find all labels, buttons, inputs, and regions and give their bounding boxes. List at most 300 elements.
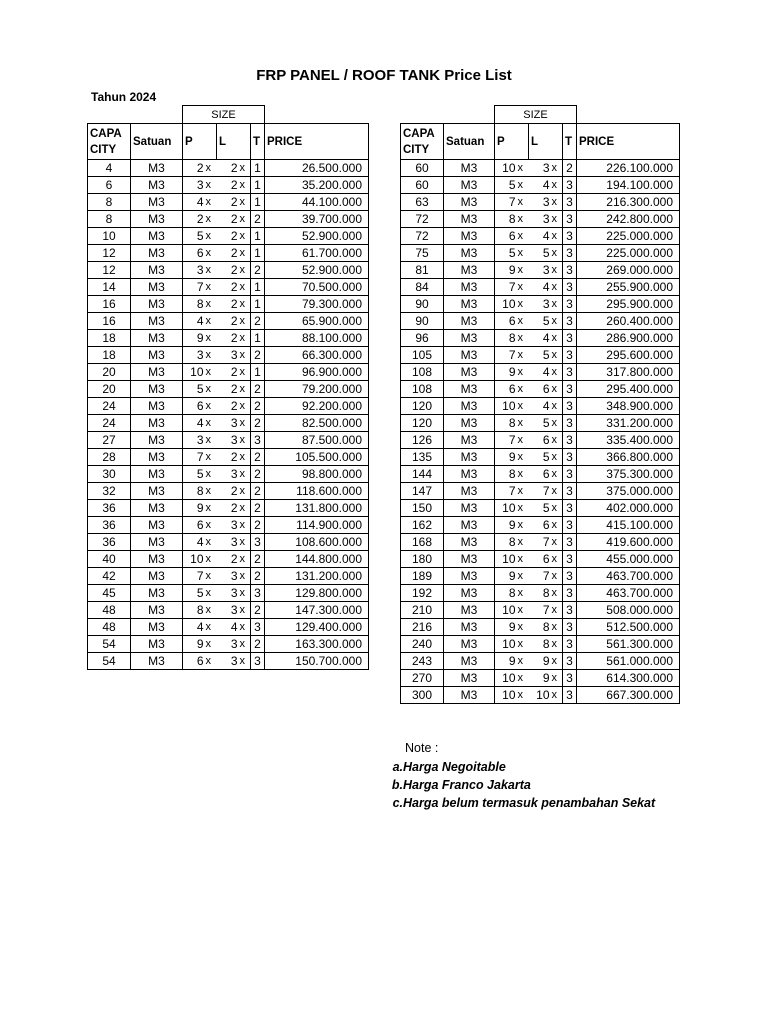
x-separator: x (517, 177, 529, 194)
x-separator: x (517, 245, 529, 262)
unit-cell: M3 (444, 500, 495, 517)
capacity-cell: 42 (88, 568, 131, 585)
price-cell: 87.500.000 (265, 432, 369, 449)
x-separator: x (205, 177, 217, 194)
price-cell: 70.500.000 (265, 279, 369, 296)
x-separator: x (239, 483, 251, 500)
x-separator: x (239, 568, 251, 585)
price-cell: 114.900.000 (265, 517, 369, 534)
x-separator: x (205, 330, 217, 347)
capacity-cell: 36 (88, 517, 131, 534)
p-cell: 9 (495, 653, 517, 670)
price-cell: 508.000.000 (577, 602, 680, 619)
table-row (401, 347, 680, 364)
unit-cell: M3 (444, 398, 495, 415)
table-row (88, 517, 369, 534)
capacity-cell: 24 (88, 398, 131, 415)
l-cell: 3 (529, 262, 551, 279)
note-letter: b. (391, 778, 403, 792)
table-row (401, 415, 680, 432)
capacity-cell: 36 (88, 500, 131, 517)
x-separator: x (551, 381, 563, 398)
t-cell: 3 (563, 619, 577, 636)
table-row (88, 636, 369, 653)
l-cell: 3 (217, 534, 239, 551)
x-separator: x (551, 364, 563, 381)
x-separator: x (205, 194, 217, 211)
price-cell: 98.800.000 (265, 466, 369, 483)
p-cell: 5 (495, 177, 517, 194)
p-cell: 4 (183, 534, 205, 551)
x-separator: x (551, 551, 563, 568)
capacity-cell: 8 (88, 194, 131, 211)
table-row (88, 177, 369, 194)
l-header: L (217, 124, 239, 160)
p-cell: 2 (183, 211, 205, 228)
capacity-cell: 8 (88, 211, 131, 228)
capacity-cell: 144 (401, 466, 444, 483)
l-cell: 3 (217, 466, 239, 483)
unit-cell: M3 (131, 262, 183, 279)
p-cell: 10 (183, 551, 205, 568)
t-cell: 1 (251, 160, 265, 177)
p-cell: 6 (495, 313, 517, 330)
capacity-cell: 270 (401, 670, 444, 687)
t-cell: 3 (563, 500, 577, 517)
p-cell: 7 (495, 279, 517, 296)
price-cell: 65.900.000 (265, 313, 369, 330)
year-label: Tahun 2024 (91, 90, 157, 104)
table-row (88, 381, 369, 398)
notes-title: Note : (405, 741, 439, 755)
x-separator: x (551, 585, 563, 602)
unit-cell: M3 (131, 211, 183, 228)
x-separator: x (205, 364, 217, 381)
l-cell: 2 (217, 211, 239, 228)
note-letter: c. (392, 796, 403, 810)
p-cell: 8 (183, 296, 205, 313)
t-cell: 2 (251, 449, 265, 466)
price-cell: 79.300.000 (265, 296, 369, 313)
capacity-cell: 45 (88, 585, 131, 602)
t-cell: 1 (251, 330, 265, 347)
table-row (401, 211, 680, 228)
p-cell: 6 (183, 653, 205, 670)
x-separator: x (205, 449, 217, 466)
x-separator: x (551, 296, 563, 313)
l-cell: 3 (529, 194, 551, 211)
t-cell: 2 (251, 262, 265, 279)
price-cell: 561.000.000 (577, 653, 680, 670)
t-cell: 3 (563, 177, 577, 194)
p-cell: 10 (495, 500, 517, 517)
unit-cell: M3 (444, 296, 495, 313)
table-row (401, 296, 680, 313)
x-separator: x (551, 211, 563, 228)
table-row (88, 653, 369, 670)
l-cell: 4 (529, 364, 551, 381)
p-cell: 9 (183, 500, 205, 517)
capacity-cell: 20 (88, 364, 131, 381)
capacity-cell: 18 (88, 347, 131, 364)
price-header: PRICE (577, 124, 680, 160)
unit-cell: M3 (444, 381, 495, 398)
x-separator: x (551, 432, 563, 449)
x-separator: x (205, 517, 217, 534)
table-row (401, 653, 680, 670)
t-cell: 3 (563, 415, 577, 432)
price-cell: 147.300.000 (265, 602, 369, 619)
x-separator: x (517, 347, 529, 364)
l-cell: 5 (529, 313, 551, 330)
l-cell: 5 (529, 347, 551, 364)
capacity-cell: 216 (401, 619, 444, 636)
x-separator: x (551, 313, 563, 330)
capacity-cell: 189 (401, 568, 444, 585)
t-cell: 3 (563, 364, 577, 381)
l-cell: 2 (217, 313, 239, 330)
x-separator: x (517, 636, 529, 653)
x-separator: x (517, 415, 529, 432)
l-cell: 9 (529, 670, 551, 687)
p-cell: 4 (183, 415, 205, 432)
unit-cell: M3 (444, 568, 495, 585)
price-cell: 455.000.000 (577, 551, 680, 568)
p-cell: 6 (495, 381, 517, 398)
capacity-cell: 84 (401, 279, 444, 296)
x-separator: x (205, 279, 217, 296)
t-cell: 3 (563, 483, 577, 500)
unit-cell: M3 (131, 347, 183, 364)
t-cell: 3 (563, 534, 577, 551)
table-row (88, 364, 369, 381)
table-row (88, 415, 369, 432)
l-cell: 7 (529, 483, 551, 500)
l-cell: 5 (529, 500, 551, 517)
p-cell: 6 (183, 245, 205, 262)
t-cell: 2 (251, 602, 265, 619)
l-cell: 3 (217, 585, 239, 602)
t-cell: 3 (563, 330, 577, 347)
x-separator: x (239, 177, 251, 194)
t-cell: 3 (563, 347, 577, 364)
t-cell: 3 (563, 466, 577, 483)
l-cell: 2 (217, 262, 239, 279)
p-cell: 8 (495, 466, 517, 483)
capacity-cell: 48 (88, 602, 131, 619)
x-separator: x (239, 313, 251, 330)
x-separator: x (551, 636, 563, 653)
note-text: Harga Franco Jakarta (403, 778, 531, 792)
price-cell: 331.200.000 (577, 415, 680, 432)
t-cell: 2 (251, 500, 265, 517)
capacity-cell: 180 (401, 551, 444, 568)
table-row (401, 228, 680, 245)
l-cell: 5 (529, 415, 551, 432)
t-cell: 3 (563, 296, 577, 313)
t-cell: 3 (563, 398, 577, 415)
x-separator: x (205, 211, 217, 228)
price-cell: 295.600.000 (577, 347, 680, 364)
l-cell: 6 (529, 466, 551, 483)
l-cell: 10 (529, 687, 551, 704)
price-table-right (400, 105, 680, 704)
x-separator: x (517, 687, 529, 704)
unit-cell: M3 (131, 619, 183, 636)
unit-cell: M3 (444, 449, 495, 466)
unit-cell: M3 (444, 211, 495, 228)
x-separator: x (517, 432, 529, 449)
t-cell: 2 (251, 483, 265, 500)
capacity-cell: 14 (88, 279, 131, 296)
price-cell: 216.300.000 (577, 194, 680, 211)
x-separator: x (551, 330, 563, 347)
price-cell: 269.000.000 (577, 262, 680, 279)
capacity-cell: 40 (88, 551, 131, 568)
unit-cell: M3 (131, 364, 183, 381)
unit-cell: M3 (444, 653, 495, 670)
p-cell: 9 (495, 568, 517, 585)
table-row (401, 602, 680, 619)
x-separator: x (205, 500, 217, 517)
t-cell: 1 (251, 194, 265, 211)
price-cell: 129.800.000 (265, 585, 369, 602)
capacity-cell: 12 (88, 262, 131, 279)
capacity-cell: 90 (401, 313, 444, 330)
l-cell: 5 (529, 245, 551, 262)
table-row (401, 551, 680, 568)
x-separator: x (551, 602, 563, 619)
unit-cell: M3 (131, 279, 183, 296)
unit-cell: M3 (131, 602, 183, 619)
x-separator: x (551, 194, 563, 211)
x-separator: x (517, 585, 529, 602)
price-cell: 260.400.000 (577, 313, 680, 330)
price-table-left (87, 105, 369, 670)
capacity-cell: 105 (401, 347, 444, 364)
x-separator: x (239, 449, 251, 466)
l-cell: 7 (529, 534, 551, 551)
l-cell: 3 (529, 296, 551, 313)
price-cell: 561.300.000 (577, 636, 680, 653)
table-row (401, 568, 680, 585)
note-text: Harga belum termasuk penambahan Sekat (403, 796, 656, 810)
t-cell: 2 (251, 398, 265, 415)
x-separator: x (551, 177, 563, 194)
x-separator: x (551, 517, 563, 534)
x-separator: x (239, 245, 251, 262)
capacity-cell: 72 (401, 228, 444, 245)
t-cell: 2 (251, 211, 265, 228)
l-cell: 3 (217, 432, 239, 449)
l-cell: 3 (217, 653, 239, 670)
x-separator: x (551, 534, 563, 551)
x-separator: x (239, 398, 251, 415)
capacity-cell: 126 (401, 432, 444, 449)
price-cell: 52.900.000 (265, 228, 369, 245)
table-row (401, 585, 680, 602)
table-row (88, 296, 369, 313)
capacity-cell: 63 (401, 194, 444, 211)
l-header: L (529, 124, 551, 160)
price-cell: 88.100.000 (265, 330, 369, 347)
price-header: PRICE (265, 124, 369, 160)
l-cell: 2 (217, 551, 239, 568)
t-cell: 2 (251, 636, 265, 653)
price-cell: 415.100.000 (577, 517, 680, 534)
capacity-cell: 36 (88, 534, 131, 551)
x-separator: x (205, 619, 217, 636)
capacity-cell: 28 (88, 449, 131, 466)
unit-cell: M3 (131, 568, 183, 585)
p-cell: 7 (183, 279, 205, 296)
x-separator: x (239, 415, 251, 432)
capacity-cell: 120 (401, 415, 444, 432)
unit-cell: M3 (131, 313, 183, 330)
x-separator: x (205, 296, 217, 313)
unit-cell: M3 (131, 483, 183, 500)
unit-cell: M3 (131, 466, 183, 483)
table-row (88, 160, 369, 177)
p-cell: 10 (183, 364, 205, 381)
l-cell: 2 (217, 483, 239, 500)
price-cell: 61.700.000 (265, 245, 369, 262)
table-row (88, 466, 369, 483)
size-header-row (401, 106, 680, 124)
x-separator: x (551, 415, 563, 432)
l-cell: 6 (529, 381, 551, 398)
unit-cell: M3 (444, 517, 495, 534)
capacity-cell: 108 (401, 381, 444, 398)
table-row (88, 568, 369, 585)
capacity-cell: 16 (88, 296, 131, 313)
l-cell: 2 (217, 381, 239, 398)
t-cell: 2 (251, 466, 265, 483)
l-cell: 3 (529, 160, 551, 177)
unit-cell: M3 (444, 330, 495, 347)
table-row (401, 245, 680, 262)
unit-cell: M3 (444, 551, 495, 568)
unit-cell: M3 (444, 585, 495, 602)
t-cell: 2 (563, 160, 577, 177)
t-cell: 1 (251, 177, 265, 194)
table-row (88, 534, 369, 551)
p-cell: 9 (495, 619, 517, 636)
p-cell: 7 (495, 483, 517, 500)
t-cell: 2 (251, 551, 265, 568)
unit-cell: M3 (444, 534, 495, 551)
table-row (401, 194, 680, 211)
l-cell: 3 (217, 415, 239, 432)
t-cell: 3 (563, 245, 577, 262)
p-cell: 9 (495, 364, 517, 381)
l-cell: 2 (217, 160, 239, 177)
t-cell: 1 (251, 245, 265, 262)
price-cell: 35.200.000 (265, 177, 369, 194)
p-cell: 5 (495, 245, 517, 262)
capacity-cell: 81 (401, 262, 444, 279)
capacity-cell: 24 (88, 415, 131, 432)
x-separator: x (517, 330, 529, 347)
x-separator: x (205, 585, 217, 602)
unit-cell: M3 (131, 517, 183, 534)
price-cell: 295.900.000 (577, 296, 680, 313)
p-cell: 7 (183, 568, 205, 585)
p-cell: 4 (183, 313, 205, 330)
x-separator: x (239, 551, 251, 568)
x-separator: x (239, 602, 251, 619)
t-cell: 3 (251, 585, 265, 602)
t-cell: 3 (563, 449, 577, 466)
l-cell: 4 (529, 330, 551, 347)
capacity-cell: 48 (88, 619, 131, 636)
table-row (401, 687, 680, 704)
x-separator: x (551, 228, 563, 245)
unit-cell: M3 (131, 330, 183, 347)
unit-cell: M3 (131, 636, 183, 653)
capacity-cell: 135 (401, 449, 444, 466)
capacity-cell: 120 (401, 398, 444, 415)
table-row (88, 551, 369, 568)
note-letter: a. (392, 760, 403, 774)
p-cell: 9 (495, 449, 517, 466)
p-cell: 9 (183, 330, 205, 347)
t-cell: 3 (251, 619, 265, 636)
x-separator: x (239, 194, 251, 211)
p-cell: 7 (183, 449, 205, 466)
size-header-row (88, 106, 369, 124)
t-cell: 3 (563, 381, 577, 398)
price-cell: 96.900.000 (265, 364, 369, 381)
l-cell: 2 (217, 398, 239, 415)
t-cell: 2 (251, 517, 265, 534)
x-separator: x (551, 568, 563, 585)
t-cell: 3 (563, 194, 577, 211)
t-cell: 3 (563, 262, 577, 279)
unit-header: Satuan (444, 124, 495, 160)
price-cell: 419.600.000 (577, 534, 680, 551)
x-separator: x (205, 245, 217, 262)
p-cell: 3 (183, 177, 205, 194)
p-cell: 10 (495, 670, 517, 687)
unit-cell: M3 (444, 194, 495, 211)
x-separator: x (239, 296, 251, 313)
l-cell: 8 (529, 585, 551, 602)
capacity-cell: 240 (401, 636, 444, 653)
l-cell: 2 (217, 449, 239, 466)
x-separator: x (205, 160, 217, 177)
x-separator: x (205, 398, 217, 415)
table-row (401, 670, 680, 687)
p-cell: 10 (495, 636, 517, 653)
capacity-cell: 12 (88, 245, 131, 262)
table-row (88, 347, 369, 364)
unit-cell: M3 (444, 670, 495, 687)
unit-cell: M3 (444, 415, 495, 432)
l-cell: 2 (217, 177, 239, 194)
l-cell: 7 (529, 602, 551, 619)
p-cell: 10 (495, 551, 517, 568)
capacity-cell: 210 (401, 602, 444, 619)
table-row (401, 483, 680, 500)
l-cell: 4 (529, 279, 551, 296)
table-row (401, 262, 680, 279)
p-cell: 8 (495, 415, 517, 432)
capacity-header: CAPA CITY (401, 124, 444, 160)
price-cell: 92.200.000 (265, 398, 369, 415)
x-separator: x (517, 228, 529, 245)
t-cell: 3 (251, 432, 265, 449)
